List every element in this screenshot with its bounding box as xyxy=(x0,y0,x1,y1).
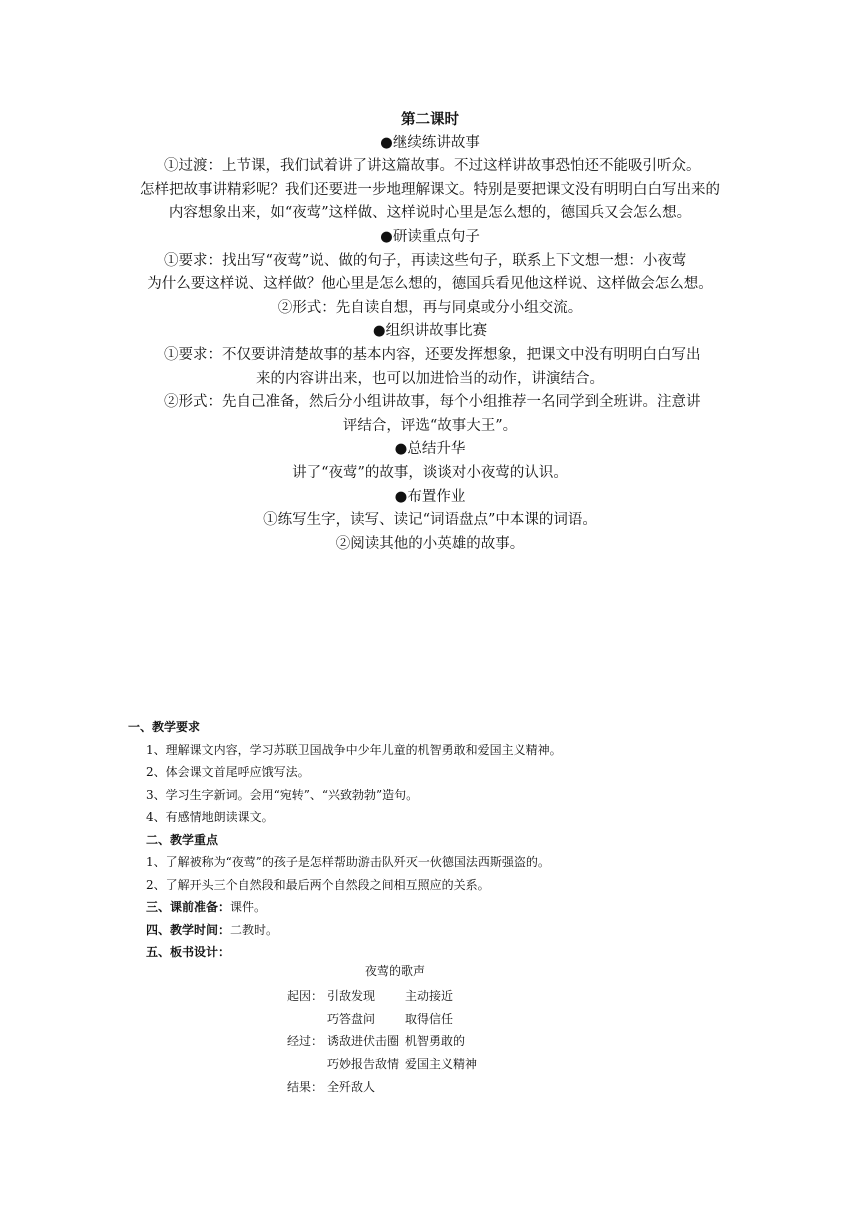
list-item: 4、有感情地朗读课文。 xyxy=(146,810,274,824)
section-title: 第二课时 xyxy=(401,111,459,128)
board-title: 夜莺的歌声 xyxy=(365,964,426,978)
paragraph-line: ②形式：先自读自想，再与同桌或分小组交流。 xyxy=(277,299,583,316)
board-cell: 巧答盘问 xyxy=(327,1012,376,1026)
board-label: 结果： xyxy=(287,1080,324,1094)
preparation-line xyxy=(128,896,748,919)
board-cell: 主动接近 xyxy=(405,989,454,1003)
board-label: 起因： xyxy=(287,989,324,1003)
heading-summary: ●总结升华 xyxy=(394,441,466,458)
board-cell: 爱国主义精神 xyxy=(405,1057,478,1071)
board-cell: 巧妙报告敌情 xyxy=(327,1057,400,1071)
paragraph-line: 评结合，评选“故事大王”。 xyxy=(342,417,518,434)
board-label: 经过： xyxy=(287,1034,324,1048)
heading-homework: ●布置作业 xyxy=(394,488,466,505)
teaching-plan-section xyxy=(128,716,748,964)
preparation-value: 课件。 xyxy=(230,900,267,914)
heading-board-design: 五、板书设计： xyxy=(146,945,231,959)
paragraph-line: 怎样把故事讲精彩呢？我们还要进一步地理解课文。特别是要把课文没有明明白白写出来的 xyxy=(140,181,720,198)
heading-teaching-requirements: 一、教学要求 xyxy=(128,720,201,734)
board-row xyxy=(287,1079,405,1095)
board-cell: 机智勇敢的 xyxy=(405,1034,466,1048)
list-item: 1、理解课文内容，学习苏联卫国战争中少年儿童的机智勇敢和爱国主义精神。 xyxy=(146,742,562,757)
paragraph-line: 讲了“夜莺”的故事，谈谈对小夜莺的认识。 xyxy=(292,464,568,481)
heading-teaching-time: 四、教学时间： xyxy=(146,922,231,937)
board-cell: 取得信任 xyxy=(405,1012,454,1026)
paragraph-line: 内容想象出来，如“夜莺”这样做、这样说时心里是怎么想的，德国兵又会怎么想。 xyxy=(168,205,692,222)
list-item: 3、学习生字新词。会用“宛转”、“兴致勃勃”造句。 xyxy=(146,787,419,802)
list-item: 1、了解被称为“夜莺”的孩子是怎样帮助游击队歼灭一伙德国法西斯强盗的。 xyxy=(146,855,550,869)
heading-continue-storytelling: ●继续练讲故事 xyxy=(380,134,480,151)
board-cell: 诱敌进伏击圈 xyxy=(327,1034,400,1048)
list-item: 2、体会课文首尾呼应饿写法。 xyxy=(146,765,310,779)
board-row xyxy=(287,1011,453,1027)
teaching-time-value: 二教时。 xyxy=(230,922,279,937)
paragraph-line: ②形式：先自己准备，然后分小组讲故事，每个小组推荐一名同学到全班讲。注意讲 xyxy=(164,394,701,411)
paragraph-line: 为什么要这样说、这样做？他心里是怎么想的，德国兵看见他这样说、这样做会怎么想。 xyxy=(147,276,713,293)
paragraph-line: 来的内容讲出来，也可以加进恰当的动作，讲演结合。 xyxy=(256,370,604,387)
heading-storytelling-contest: ●组织讲故事比赛 xyxy=(372,323,488,340)
board-row xyxy=(287,1056,477,1072)
paragraph-line: ②阅读其他的小英雄的故事。 xyxy=(335,535,525,552)
heading-preparation: 三、课前准备： xyxy=(146,900,231,914)
board-cell: 全歼敌人 xyxy=(327,1080,376,1094)
paragraph-line: ①要求：找出写“夜莺”说、做的句子，再读这些句子，联系上下文想一想：小夜莺 xyxy=(164,252,687,269)
board-cell: 引敌发现 xyxy=(327,989,376,1003)
lesson-two-section xyxy=(128,108,732,556)
paragraph-line: ①要求：不仅要讲清楚故事的基本内容，还要发挥想象，把课文中没有明明白白写出 xyxy=(164,346,701,363)
board-row xyxy=(287,988,453,1004)
paragraph-line: ①过渡：上节课，我们试着讲了讲这篇故事。不过这样讲故事恐怕还不能吸引听众。 xyxy=(164,158,701,175)
paragraph-line: ①练写生字，读写、读记“词语盘点”中本课的词语。 xyxy=(263,512,597,529)
heading-key-sentences: ●研读重点句子 xyxy=(380,228,480,245)
teaching-time-line xyxy=(128,919,748,942)
list-item: 2、了解开头三个自然段和最后两个自然段之间相互照应的关系。 xyxy=(146,877,490,892)
board-row xyxy=(287,1033,465,1049)
heading-teaching-focus: 二、教学重点 xyxy=(146,832,219,847)
